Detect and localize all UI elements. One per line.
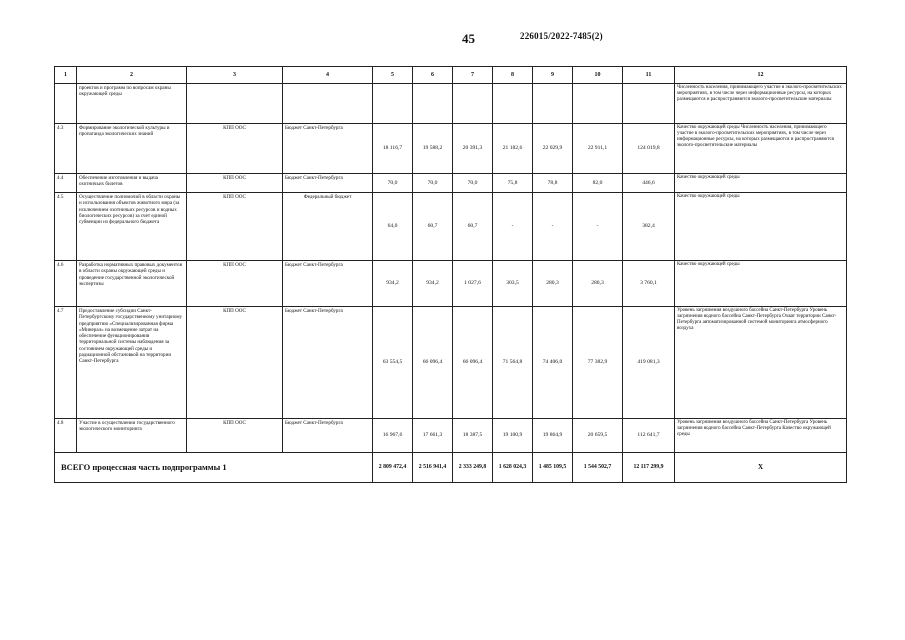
activity-name: Предоставление субсидии Санкт-Петербургскому государственному унитарному предприятию «Специализированная фирма «Минерал» на возмещение затрат на обеспечение функционирования территориальной системы наблюдения за состоянием окружающей среды и радиационной обстановкой на территории Санкт-Петербурга — [77, 307, 187, 419]
table-row — [55, 124, 847, 174]
value-cell: 18 387,5 — [453, 419, 493, 453]
activity-name: Обеспечение изготовления и выдача охотничьих билетов — [77, 174, 187, 193]
page-number: 45 — [462, 31, 475, 46]
value-total-cell: 124 019,8 — [623, 124, 675, 174]
activity-name: проектов и программ по вопросам охраны окружающей среды — [77, 84, 187, 124]
total-value: 1 485 109,5 — [533, 453, 573, 483]
value-total-cell: 382,4 — [623, 193, 675, 261]
value-cell: 934,2 — [373, 261, 413, 307]
value-cell: 19 864,9 — [533, 419, 573, 453]
value-cell: 20 391,3 — [453, 124, 493, 174]
value-cell: 82,0 — [573, 174, 623, 193]
document-id: 226015/2022-7485(2) — [520, 31, 603, 41]
row-number: 4.7 — [55, 307, 77, 419]
value-cell: 280,3 — [573, 261, 623, 307]
value-cell: 66 096,4 — [413, 307, 453, 419]
value-cell: 21 182,6 — [493, 124, 533, 174]
table-row — [55, 193, 847, 261]
value-cell: 75,8 — [493, 174, 533, 193]
program-table — [54, 66, 847, 483]
value-cell: 66 096,4 — [453, 307, 493, 419]
indicator-text: Уровень загрязнения воздушного бассейна Санкт-Петербурга Уровень загрязнения водного бассейна Санкт-Петербурга Охват территории Санкт-Петербурга автоматизированной системой мониторинга атмосферного воздуха — [675, 307, 847, 419]
column-number: 8 — [493, 67, 533, 84]
value-total-cell: 419 081,3 — [623, 307, 675, 419]
value-cell: 1 027,6 — [453, 261, 493, 307]
executor — [187, 84, 283, 124]
value-cell: 19 100,9 — [493, 419, 533, 453]
value-cell: 16 967,6 — [373, 419, 413, 453]
value-cell: 22 911,1 — [573, 124, 623, 174]
value-total-cell: 3 760,1 — [623, 261, 675, 307]
indicator-text: Численность населения, принимающего участие в эколого-просветительских мероприятиях, в том числе через информационные ресурсы, на которых размещаются и распространяются эколого-просветительские материалы — [675, 84, 847, 124]
table-row — [55, 174, 847, 193]
value-total-cell: 112 641,7 — [623, 419, 675, 453]
indicator-text: Качество окружающей среды Численность населения, принимающего участие в эколого-просветительских мероприятиях, в том числе через информационные ресурсы, на которых размещаются и распространяются эколого-просветительские материалы — [675, 124, 847, 174]
executor: КПП ООС — [187, 261, 283, 307]
total-grand-value: 12 117 299,9 — [623, 453, 675, 483]
value-cell: 78,8 — [533, 174, 573, 193]
value-cell: 18 116,7 — [373, 124, 413, 174]
executor: КПП ООС — [187, 193, 283, 261]
total-indicator: X — [675, 453, 847, 483]
executor: КПП ООС — [187, 419, 283, 453]
value-total-cell: 446,6 — [623, 174, 675, 193]
activity-name: Участие в осуществлении государственного экологического мониторинга — [77, 419, 187, 453]
value-cell: 22 029,9 — [533, 124, 573, 174]
activity-name: Осуществление полномочий в области охраны и использования объектов животного мира (за исключением охотничьих ресурсов и водных биологических ресурсов) за счет единой субвенции из федерального бюджета — [77, 193, 187, 261]
value-cell: 70,0 — [373, 174, 413, 193]
value-cell — [413, 84, 453, 124]
row-number: 4.4 — [55, 174, 77, 193]
value-cell: 19 588,2 — [413, 124, 453, 174]
value-cell: 17 661,3 — [413, 419, 453, 453]
column-number-row — [55, 67, 847, 84]
executor: КПП ООС — [187, 307, 283, 419]
funding-source — [283, 84, 373, 124]
value-cell: 280,3 — [533, 261, 573, 307]
column-number: 1 — [55, 67, 77, 84]
column-number: 7 — [453, 67, 493, 84]
indicator-text: Качество окружающей среды — [675, 261, 847, 307]
total-value: 2 333 249,8 — [453, 453, 493, 483]
total-value: 2 809 472,4 — [373, 453, 413, 483]
value-cell: 74 406,0 — [533, 307, 573, 419]
value-total-cell — [623, 84, 675, 124]
column-number: 3 — [187, 67, 283, 84]
table-row — [55, 261, 847, 307]
table-row — [55, 307, 847, 419]
total-label: ВСЕГО процессная часть подпрограммы 1 — [55, 453, 373, 483]
value-cell — [573, 84, 623, 124]
value-cell: - — [533, 193, 573, 261]
table-row — [55, 84, 847, 124]
value-cell: 71 564,8 — [493, 307, 533, 419]
column-number: 6 — [413, 67, 453, 84]
row-number: 4.3 — [55, 124, 77, 174]
column-number: 11 — [623, 67, 675, 84]
value-cell: 60,7 — [453, 193, 493, 261]
value-cell: - — [573, 193, 623, 261]
total-value: 1 544 502,7 — [573, 453, 623, 483]
value-cell: 70,0 — [453, 174, 493, 193]
executor: КПП ООС — [187, 124, 283, 174]
row-number — [55, 84, 77, 124]
activity-name: Разработка нормативных правовых документов в области охраны окружающей среды и проведение государственной экологической экспертизы — [77, 261, 187, 307]
total-row — [55, 453, 847, 483]
table-row — [55, 419, 847, 453]
indicator-text: Качество окружающей среды — [675, 174, 847, 193]
value-cell: 60,7 — [413, 193, 453, 261]
row-number: 4.6 — [55, 261, 77, 307]
value-cell: 63 554,5 — [373, 307, 413, 419]
column-number: 9 — [533, 67, 573, 84]
indicator-text: Качество окружающей среды — [675, 193, 847, 261]
row-number: 4.5 — [55, 193, 77, 261]
value-cell — [453, 84, 493, 124]
value-cell: 77 382,9 — [573, 307, 623, 419]
funding-source: Бюджет Санкт-Петербурга — [283, 419, 373, 453]
value-cell — [373, 84, 413, 124]
activity-name: Формирование экологической культуры и пропаганда экологических знаний — [77, 124, 187, 174]
value-cell: 303,5 — [493, 261, 533, 307]
column-number: 5 — [373, 67, 413, 84]
value-cell: 934,2 — [413, 261, 453, 307]
column-number: 12 — [675, 67, 847, 84]
value-cell: 20 659,5 — [573, 419, 623, 453]
value-cell: - — [493, 193, 533, 261]
row-number: 4.8 — [55, 419, 77, 453]
funding-source: Федеральный бюджет — [283, 193, 373, 261]
value-cell — [533, 84, 573, 124]
total-value: 1 628 024,3 — [493, 453, 533, 483]
value-cell — [493, 84, 533, 124]
executor: КПП ООС — [187, 174, 283, 193]
column-number: 2 — [77, 67, 187, 84]
column-number: 4 — [283, 67, 373, 84]
value-cell: 64,0 — [373, 193, 413, 261]
column-number: 10 — [573, 67, 623, 84]
value-cell: 70,0 — [413, 174, 453, 193]
funding-source: Бюджет Санкт-Петербурга — [283, 174, 373, 193]
funding-source: Бюджет Санкт-Петербурга — [283, 261, 373, 307]
total-value: 2 516 941,4 — [413, 453, 453, 483]
indicator-text: Уровень загрязнения воздушного бассейна Санкт-Петербурга Уровень загрязнения водного бассейна Санкт-Петербурга Качество окружающей среды — [675, 419, 847, 453]
funding-source: Бюджет Санкт-Петербурга — [283, 307, 373, 419]
funding-source: Бюджет Санкт-Петербурга — [283, 124, 373, 174]
